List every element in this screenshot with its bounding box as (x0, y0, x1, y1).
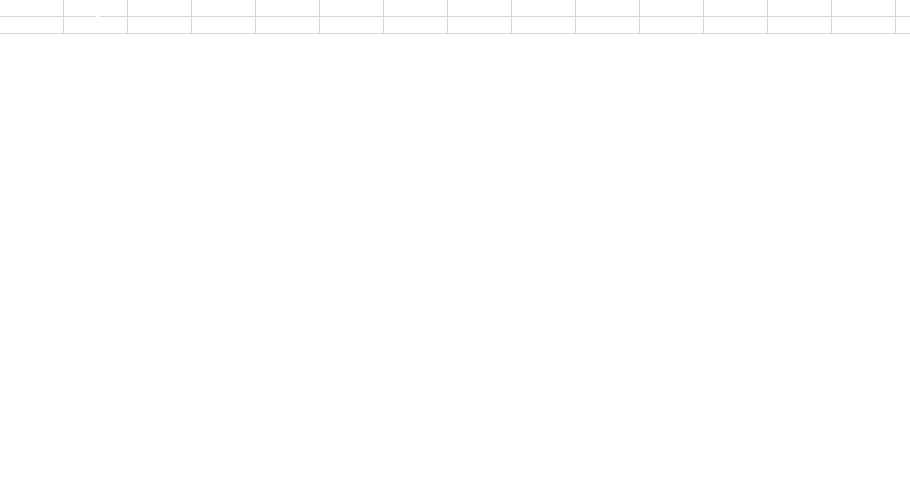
sheet-grid (0, 0, 910, 34)
page-title (96, 0, 100, 24)
